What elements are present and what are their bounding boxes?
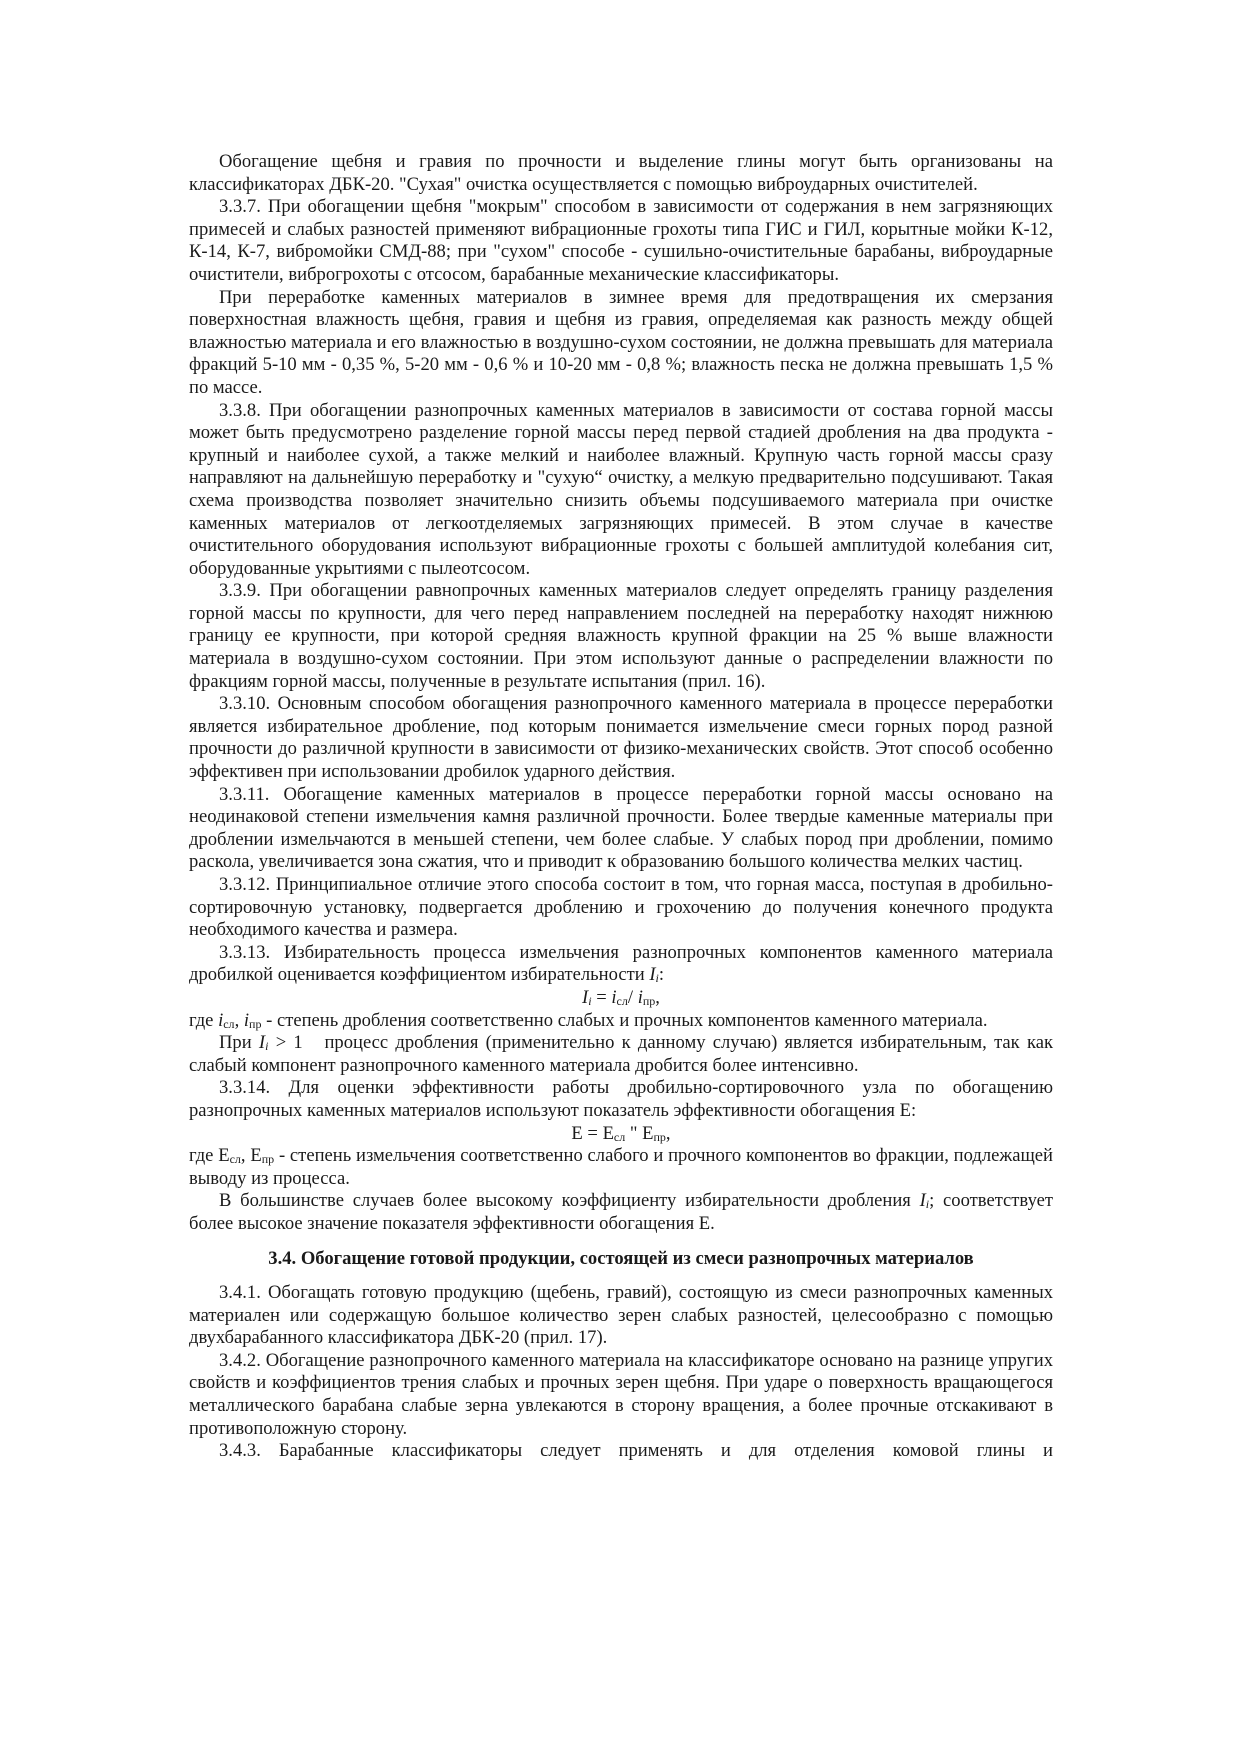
p13-end: : (658, 964, 665, 986)
p11-var-sub: i (265, 1039, 269, 1054)
p13-sub1: сл (229, 1152, 241, 1167)
p13-var: I (649, 964, 656, 986)
paragraph-3-4-2: 3.4.2. Обогащение разнопрочного каменного материала на классификаторе основано на разнице упругих свойств и коэффициентов трения слабых и прочных зерен щебня. При ударе о поверхность вращающегося металлического барабана слабые зерна увлекаются в сторону вращения, а более прочные отскакивают в противоположную сторону. (189, 1349, 1053, 1439)
p14-rest: ; соответствует более высокое значение показателя эффективности обогащения Е. (189, 1190, 1053, 1234)
f2-sub2: пр (653, 1129, 666, 1144)
p10-rest: - степень дробления соответственно слабых и прочных компонентов каменного материала. (261, 1009, 988, 1031)
paragraph-3-3-8: 3.3.8. При обогащении разнопрочных каменных материалов в зависимости от состава горной массы может быть предусмотрено разделение горной массы перед первой стадией дробления на два продукта - крупный и наиболее сухой, а также мелкий и наиболее влажный. Крупную часть горной массы сразу направляют на дальнейшую переработку и "сухую“ очистку, а мелкую предварительно подсушивают. Такая схема производства позволяет значительно снизить объемы подсушиваемого материала при очистке каменных материалов от легкоотделяемых загрязняющих примесей. В этом случае в качестве очистительного оборудования используют вибрационные грохоты с большей амплитудой колебания сит, оборудованные укрытиями с пылеотсосом. (189, 399, 1053, 579)
paragraph-intro: Обогащение щебня и гравия по прочности и выделение глины могут быть организованы на классификаторах ДБК-20. "Сухая" очистка осуществляется с помощью виброударных очистителей. (189, 151, 1053, 195)
paragraph-3-3-10: 3.3.10. Основным способом обогащения разнопрочного каменного материала в процессе переработки является избирательное дробление, под которым понимается измельчение смеси горных пород разной прочности до различной крупности в зависимости от физико-механических свойств. Этот способ особенно эффективен при использовании дробилок ударного действия. (189, 693, 1053, 783)
paragraph-3-3-9: 3.3.9. При обогащении равнопрочных каменных материалов следует определять границу разделения горной массы по крупности, для чего перед направлением последней на переработку находят нижнюю границу ее крупности, при которой средняя влажность крупной фракции на 25 % выше влажности материала в воздушно-сухом состоянии. При этом используют данные о распределении влажности по фракциям горной массы, полученные в результате испытания (прил. 16). (189, 580, 1053, 692)
p10-i1-sub: сл (223, 1016, 235, 1031)
paragraph-conclusion (189, 1190, 1053, 1235)
f1-eq: = (591, 986, 612, 1008)
formula-selectivity (189, 987, 1053, 1010)
p14-var: I (919, 1190, 926, 1212)
p13-text: 3.3.13. Избирательность процесса измельчения разнопрочных компонентов каменного материала дробилкой оценивается коэффициентом избирательности (189, 941, 1053, 986)
p10-lead: где (189, 1009, 219, 1031)
p10-i2-sub: пр (249, 1016, 262, 1031)
p10-i2: i (243, 1009, 250, 1031)
f1-i1-sub: сл (616, 993, 628, 1008)
paragraph-3-4-1: 3.4.1. Обогащать готовую продукцию (щебень, гравий), состоящую из смеси разнопрочных каменных материален или содержащую большое количество зерен слабых разностей, целесообразно с помощью двухбарабанного классификатора ДБК-20 (прил. 17). (189, 1282, 1053, 1349)
f2-mid: " Е (625, 1122, 654, 1144)
f2-end: , (665, 1122, 671, 1144)
paragraph-3-4-3: 3.4.3. Барабанные классификаторы следует применять и для отделения комовой глины и (219, 1440, 1053, 1462)
paragraph-winter-processing: При переработке каменных материалов в зимнее время для предотвращения их смерзания поверхностная влажность щебня, гравия и щебня из гравия, определяемая как разность между общей влажностью материала и его влажностью в воздушно-сухом состоянии, не должна превышать для материала фракций 5-10 мм - 0,35 %, 5-20 мм - 0,6 % и 10-20 мм - 0,8 %; влажность песка не должна превышать 1,5 % по массе. (189, 286, 1053, 398)
p13-lead: где Е (189, 1145, 230, 1167)
paragraph-3-3-13 (189, 942, 1053, 987)
p10-comma: , (234, 1009, 244, 1031)
paragraph-efficiency-explanation (189, 1145, 1053, 1190)
p14-lead: В большинстве случаев более высокому коэффициенту избирательности дробления (219, 1190, 920, 1212)
f1-slash: / (627, 986, 638, 1008)
f1-i2: i (637, 986, 643, 1008)
paragraph-selective-condition (189, 1032, 1058, 1077)
p13-rest: - степень измельчения соответственно слабого и прочного компонентов во фракции, подлежащей выводу из процесса. (189, 1145, 1053, 1189)
p13-mid: , Е (240, 1145, 262, 1167)
p10-i1: i (218, 1009, 224, 1031)
p13-var-sub: i (655, 971, 659, 986)
p14-var-sub: i (925, 1197, 930, 1212)
paragraph-formula-explanation (189, 1010, 1053, 1033)
paragraph-3-3-11: 3.3.11. Обогащение каменных материалов в процессе переработки горной массы основано на неодинаковой степени измельчения камня различной прочности. Более твердые каменные материалы при дроблении измельчаются в меньшей степени, чем более слабые. У слабых пород при дроблении, помимо раскола, увеличивается зона сжатия, что и приводит к образованию большого количества мелких частиц. (189, 783, 1053, 873)
f1-i1: i (611, 986, 617, 1008)
f2-lead: Е = Е (571, 1122, 614, 1144)
formula-efficiency (189, 1123, 1053, 1146)
f1-I-sub: i (588, 993, 592, 1008)
f2-sub1: сл (613, 1129, 626, 1144)
f1-I: I (582, 986, 589, 1008)
f1-end: , (655, 986, 660, 1008)
section-heading-3-4: 3.4. Обогащение готовой продукции, состоящей из смеси разнопрочных материалов (268, 1247, 974, 1269)
p11-rest: > 1 процесс дробления (применительно к данному случаю) является избирательным, так как слабый компонент разнопрочного каменного материала дробится более интенсивно. (189, 1032, 1058, 1076)
paragraph-3-3-14: 3.3.14. Для оценки эффективности работы дробильно-сортировочного узла по обогащению разнопрочных каменных материалов используют показатель эффективности обогащения Е: (189, 1077, 1053, 1121)
p11-lead: При (219, 1032, 259, 1054)
f1-i2-sub: пр (642, 993, 656, 1008)
paragraph-3-3-7: 3.3.7. При обогащении щебня "мокрым" способом в зависимости от содержания в нем загрязняющих примесей и слабых разностей применяют вибрационные грохоты типа ГИС и ГИЛ, корытные мойки К-12, К-14, К-7, вибромойки СМД-88; при "сухом" способе - сушильно-очистительные барабаны, виброударные очистители, виброгрохоты с отсосом, барабанные механические классификаторы. (189, 196, 1053, 285)
p13-sub2: пр (261, 1152, 275, 1167)
paragraph-3-3-12: 3.3.12. Принципиальное отличие этого способа состоит в том, что горная масса, поступая в дробильно-сортировочную установку, подвергается дроблению и грохочению до получения конечного продукта необходимого качества и размера. (189, 874, 1053, 941)
p11-var: I (258, 1032, 266, 1054)
